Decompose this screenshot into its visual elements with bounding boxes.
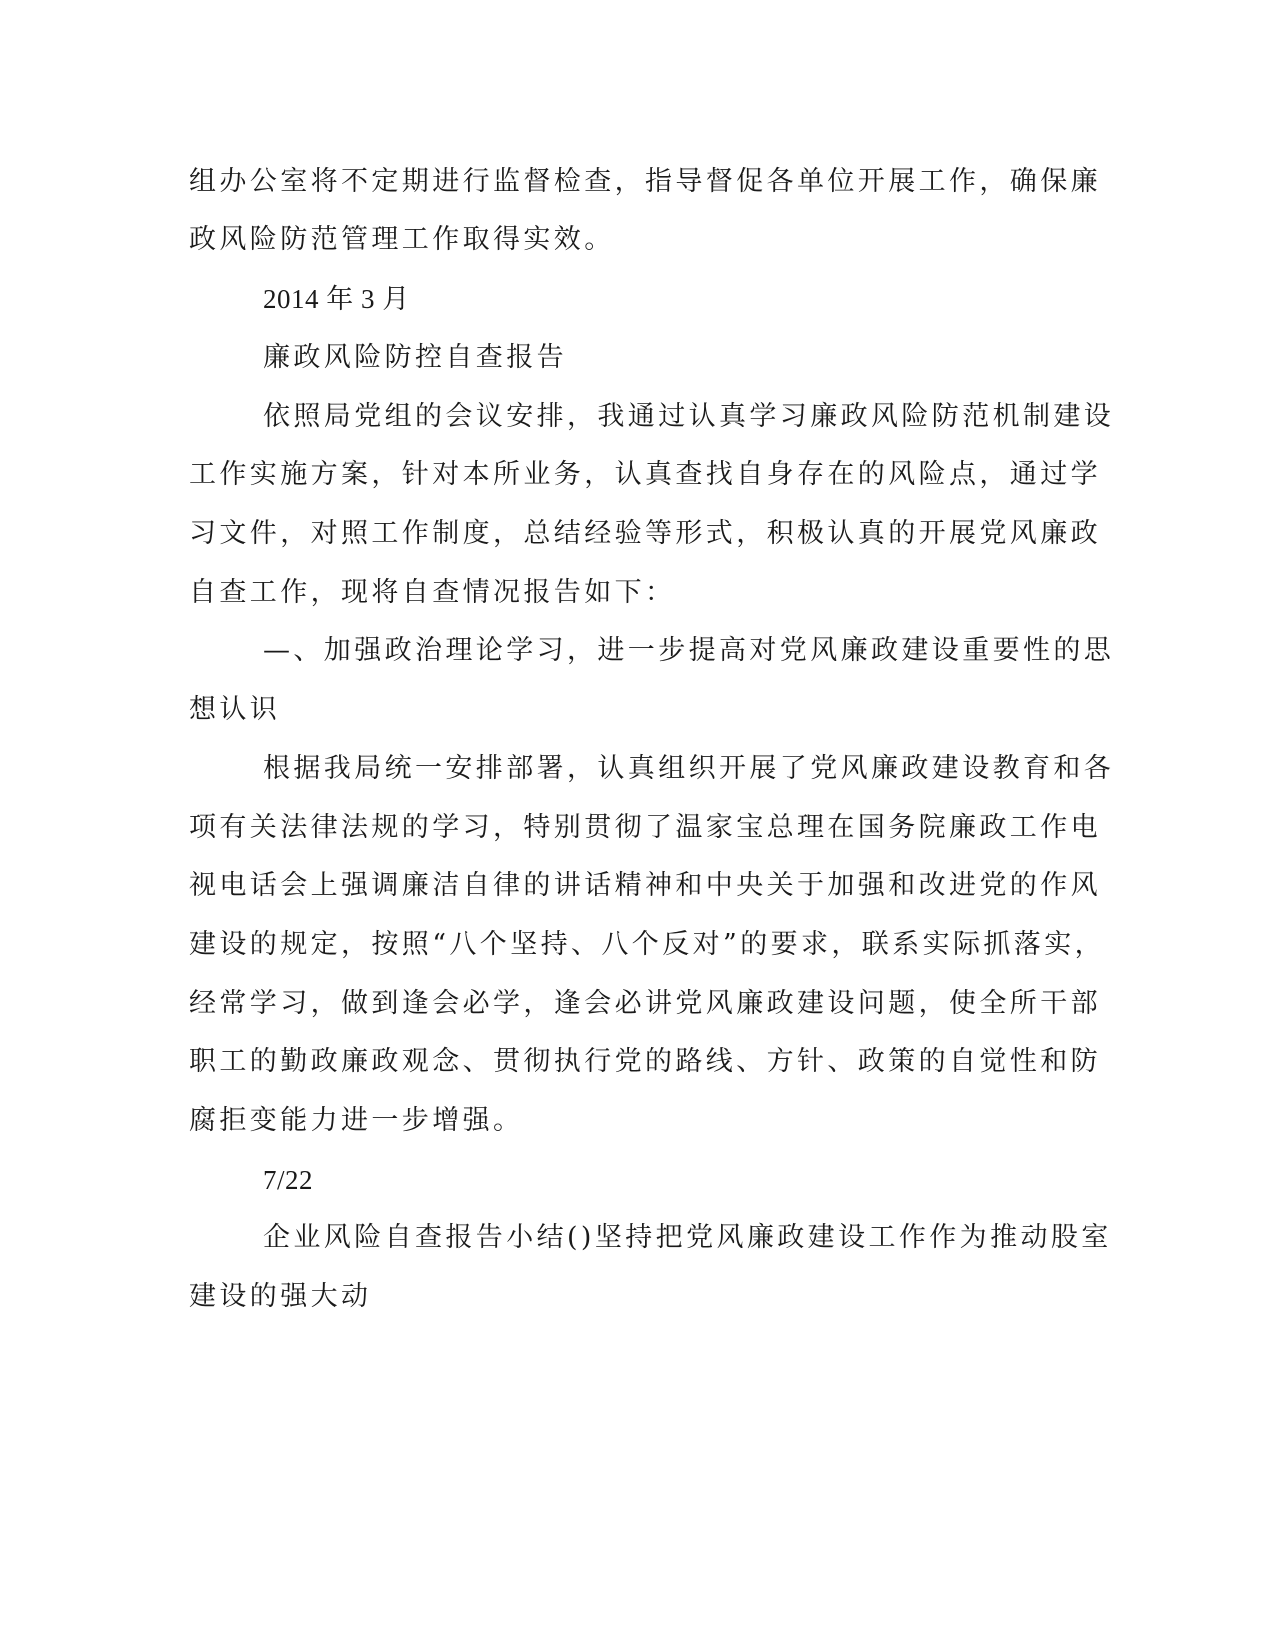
body-text-line: 工作实施方案，针对本所业务，认真查找自身存在的风险点，通过学 [189,459,1101,490]
body-text-line: 项有关法律法规的学习，特别贯彻了温家宝总理在国务院廉政工作电 [189,812,1101,843]
body-text-line: 自查工作，现将自查情况报告如下： [189,577,676,608]
body-text-line: 职工的勤政廉政观念、贯彻执行党的路线、方针、政策的自觉性和防 [189,1046,1101,1077]
body-text-line: 依照局党组的会议安排，我通过认真学习廉政风险防范机制建设 [263,401,1115,432]
body-text-line: 视电话会上强调廉洁自律的讲话精神和中央关于加强和改进党的作风 [189,870,1101,901]
date-line: 2014 年 3 月 [263,284,410,314]
body-text-line: 腐拒变能力进一步增强。 [189,1105,524,1136]
heading-line: 想认识 [189,694,281,725]
body-text-line: 企业风险自查报告小结()坚持把党风廉政建设工作作为推动股室 [263,1222,1112,1253]
body-text-line: 建设的强大动 [189,1281,372,1312]
heading-line: —、加强政治理论学习，进一步提高对党风廉政建设重要性的思 [263,635,1115,666]
body-text-line: 组办公室将不定期进行监督检查，指导督促各单位开展工作，确保廉 [189,166,1101,197]
body-text-line: 建设的规定，按照“八个坚持、八个反对”的要求，联系实际抓落实， [189,929,1106,960]
body-text-line: 经常学习，做到逢会必学，逢会必讲党风廉政建设问题，使全所干部 [189,988,1101,1019]
body-text-line: 根据我局统一安排部署，认真组织开展了党风廉政建设教育和各 [263,753,1115,784]
body-text-line: 政风险防范管理工作取得实效。 [189,224,615,255]
section-title: 廉政风险防控自查报告 [263,342,567,373]
page-number: 7/22 [263,1165,314,1195]
body-text-line: 习文件，对照工作制度，总结经验等形式，积极认真的开展党风廉政 [189,518,1101,549]
